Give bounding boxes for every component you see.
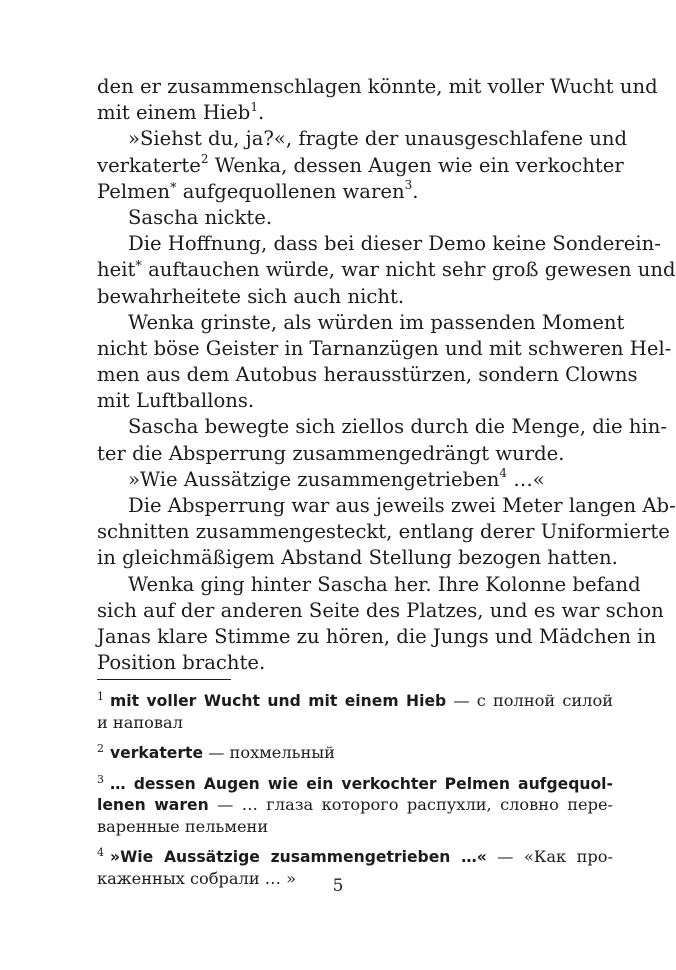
text-line: verkaterte$^2$ Wenka, dessen Augen wie ein verkochter [97, 152, 624, 177]
footnote-term: … dessen Augen wie ein verkochter Pelmen aufgequol- [110, 774, 613, 793]
text-line: Wenka ging hinter Sascha her. Ihre Kolonne befand [128, 572, 641, 596]
main-text [97, 74, 676, 676]
footnote: $^1$ mit voller Wucht und mit einem Hieb — с полной силой и наповал [97, 690, 613, 732]
glossary-mark: * [135, 259, 142, 275]
footnote: $^3$ … dessen Augen wie ein verkochter Pelmen aufgequol- lenen waren — … глаза которого распухли, словно пере- варенные пельмени [97, 772, 613, 836]
footnote-ref: 2 [200, 152, 209, 167]
text-line: »Siehst du, ja?«, fragte der unausgeschlafene und [128, 127, 628, 151]
text-line: Die Absperrung war aus jeweils zwei Meter langen Ab- [128, 494, 676, 517]
footnote-ref: 4 [499, 466, 507, 481]
text-line: Die Hoffnung, dass bei dieser Demo keine Sonderein- [128, 232, 661, 256]
text-line: ter die Absperrung zusammengedrängt wurde. [97, 441, 565, 465]
footnote-ref: 3 [404, 178, 413, 193]
page-number: 5 [332, 876, 344, 896]
text-line: den er zusammenschlagen könnte, mit voller Wucht und [97, 75, 658, 98]
text-line: Sascha bewegte sich ziellos durch die Menge, die hin- [128, 415, 667, 439]
text-line: schnitten zusammengesteckt, entlang derer Uniformierte [97, 520, 670, 544]
footnote: $^2$ verkaterte — похмельный [97, 742, 335, 762]
text-line: mit Luftballons. [97, 389, 255, 413]
text-line: mit einem Hieb$^1$. [97, 99, 265, 125]
footnote: $^4$ »Wie Aussätzige zusammengetrieben …« — «Как про- каженных собрали … » [97, 846, 613, 888]
text-line: »Wie Aussätzige zusammengetrieben$^4$ …« [128, 466, 545, 491]
glossary-mark: * [169, 180, 177, 196]
text-line: Position brachte. [97, 651, 266, 675]
text-line: heit* auftauchen würde, war nicht sehr groß gewesen und [97, 258, 676, 282]
footnote-term: lenen waren [97, 796, 209, 814]
text-line: Pelmen* aufgequollenen waren$^3$. [97, 178, 419, 203]
footnote-ref: 1 [250, 99, 258, 114]
footnote-term: mit voller Wucht und mit einem Hieb [110, 692, 447, 710]
text-line: in gleichmäßigem Abstand Stellung bezogen hatten. [97, 546, 618, 570]
footnote-term: verkaterte [110, 744, 204, 762]
footnote-number: 2 [97, 742, 104, 755]
text-line: Sascha nickte. [128, 205, 273, 229]
footnote-number: 1 [97, 690, 104, 703]
footnote-divider [97, 679, 231, 680]
text-line: men aus dem Autobus herausstürzen, sondern Clowns [97, 363, 638, 387]
text-line: Wenka grinste, als würden im passenden Moment [128, 310, 625, 334]
footnote-term: »Wie Aussätzige zusammengetrieben …« [110, 848, 487, 866]
text-line: bewahrheitete sich auch nicht. [97, 284, 405, 308]
footnote-number: 3 [97, 772, 104, 786]
text-line: sich auf der anderen Seite des Platzes, und es war schon [97, 598, 664, 622]
text-line: nicht böse Geister in Tarnanzügen und mit schweren Hel- [97, 336, 672, 360]
footnote-number: 4 [97, 846, 104, 859]
text-line: Janas klare Stimme zu hören, die Jungs und Mädchen in [97, 624, 657, 648]
footnotes [97, 690, 613, 898]
